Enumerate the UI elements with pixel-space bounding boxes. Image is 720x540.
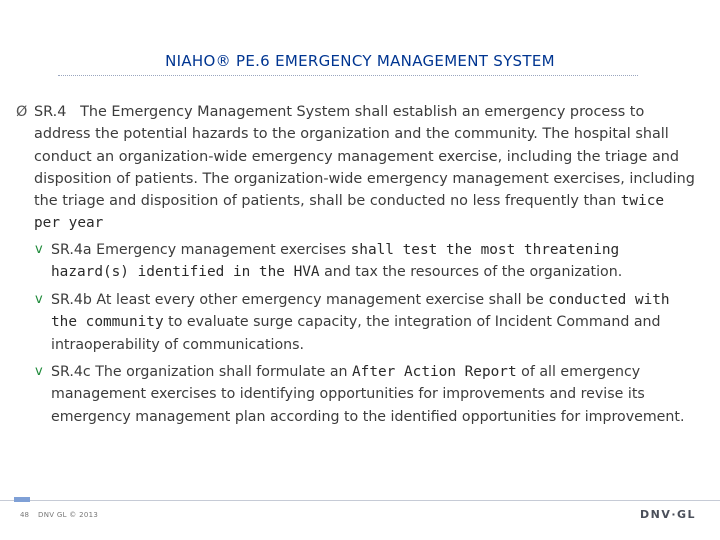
dnv-gl-logo: DNV·GL — [640, 508, 697, 521]
diamond-bullet-icon: v — [35, 364, 43, 379]
arrow-bullet-icon: Ø — [16, 104, 28, 120]
diamond-bullet-icon: v — [35, 242, 43, 257]
sub-bullet-sr4b: v SR.4b At least every other emergency management exercise shall be conducted with the community to evaluate surge capacity, the integration of Incident Command and intraoperability of communications. — [35, 289, 703, 356]
diamond-bullet-icon: v — [35, 292, 43, 307]
sub-bullet-sr4c: v SR.4c The organization shall formulate an After Action Report of all emergency management exercises to identifying opportunities for improvements and revise its emergency management plan according to the identified opportunities for improvement. — [35, 361, 703, 428]
copyright: DNV GL © 2013 — [38, 511, 99, 519]
sub-code: SR.4b — [51, 292, 92, 308]
main-bullet — [16, 101, 702, 235]
footer-divider — [0, 500, 720, 501]
footer-accent — [14, 497, 30, 502]
main-bullet-text — [34, 101, 702, 235]
title-divider — [58, 75, 638, 76]
main-emphasis: twice per year — [34, 193, 665, 232]
sub-emphasis: shall test the most threatening hazard(s) identified in the HVA — [51, 242, 620, 281]
sub-emphasis: After Action Report — [352, 364, 517, 380]
sub-emphasis: conducted with the community — [51, 292, 670, 331]
sub-bullet-sr4a: v SR.4a Emergency management exercises shall test the most threatening hazard(s) identified in the HVA and tax the resources of the organization. — [35, 239, 703, 284]
page-number: 48 — [20, 511, 29, 519]
main-code: SR.4 — [34, 104, 67, 120]
slide-title: NIAHO® PE.6 EMERGENCY MANAGEMENT SYSTEM — [165, 52, 555, 70]
sub-code: SR.4c — [51, 364, 91, 380]
main-body: The Emergency Management System shall establish an emergency process to address the potential hazards to the organization and the community. The hospital shall conduct an organization-wide emergency management exercise, including the triage and disposition of patients. The organization-wide emergency management exercises, including the triage and disposition of patients, shall be conducted no less frequently than — [34, 104, 695, 210]
sub-code: SR.4a — [51, 242, 92, 258]
